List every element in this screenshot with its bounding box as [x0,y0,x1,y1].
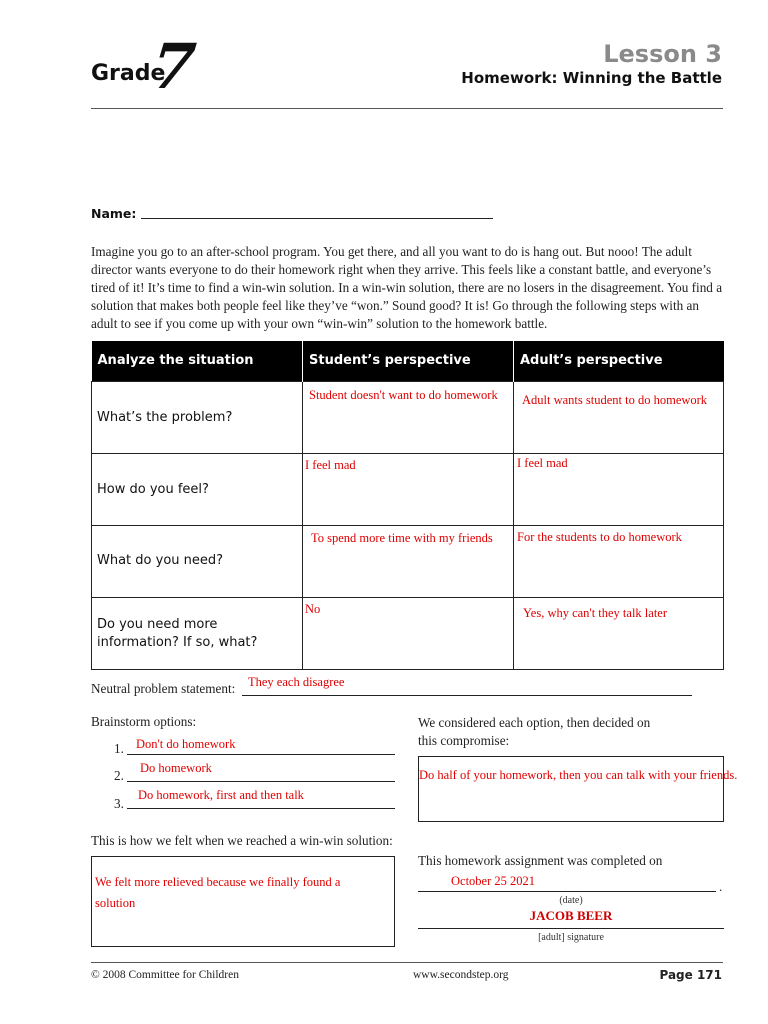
student-answer-cell[interactable] [303,597,514,669]
option-number: 2. [114,768,124,783]
adult-answer-cell[interactable] [514,525,724,597]
intro-paragraph: Imagine you go to an after-school program. You get there, and all you want to do is hang out. But nooo! The adult director wants everyone to do their homework right when they arrive. This feels like a constant battle, and everyone’s tired of it! It’s time to find a win-win solution. In a win-win solution, there are no losers in the disagreement. You find a solution that makes both people feel like they’ve “won.” Sound good? It is! Go through the following steps with an adult to see if you come up with your own “win-win” solution to the homework battle. [91,244,723,331]
table-row [92,525,724,597]
grade-label: Grade [91,61,166,86]
date-caption: (date) [559,895,583,906]
completion-label: This homework assignment was completed on [418,853,663,868]
student-answer-cell[interactable] [303,525,514,597]
table-row [92,453,724,525]
date-period: . [719,879,723,894]
win-win-feeling-answer: We felt more relieved because we finally found a solution [95,875,341,910]
compromise-answer: Do half of your homework, then you can talk with your friends. [419,768,738,782]
column-header-adult: Adult’s perspective [514,341,724,381]
completion-date: October 25 2021 [451,874,536,888]
brainstorm-option-field[interactable] [127,754,395,755]
question-cell [92,525,303,597]
compromise-box[interactable] [418,756,724,822]
column-header-student: Student’s perspective [303,341,514,381]
page-number: Page 171 [659,968,722,982]
neutral-statement-label: Neutral problem statement: [91,681,236,696]
name-field[interactable] [141,218,493,219]
lesson-title: Lesson 3 [603,40,722,68]
adult-answer: Yes, why can't they talk later [523,605,668,620]
name-label: Name: [91,206,137,221]
website: www.secondstep.org [413,969,509,981]
brainstorm-option-field[interactable] [127,808,395,809]
table-row [92,597,724,669]
student-answer-cell[interactable] [303,381,514,453]
question-cell [92,597,303,669]
question-cell [92,381,303,453]
neutral-statement-answer: They each disagree [248,675,345,689]
option-number: 3. [114,796,124,811]
brainstorm-label: Brainstorm options: [91,714,197,729]
adult-answer: Adult wants student to do homework [522,392,708,407]
option-number: 1. [114,741,124,756]
page-title: Homework: Winning the Battle [461,69,722,87]
student-answer: To spend more time with my friends [311,530,493,545]
student-answer: I feel mad [305,457,356,472]
brainstorm-option-field[interactable] [127,781,395,782]
grade-number: 7 [148,30,200,103]
brainstorm-option: Don't do homework [136,737,236,751]
question-cell [92,453,303,525]
question-text: What do you need? [97,552,224,568]
question-text: How do you feel? [97,481,209,497]
copyright: © 2008 Committee for Children [91,969,239,981]
adult-answer: I feel mad [517,455,568,470]
footer-divider [91,962,723,963]
question-text: Do you need more information? If so, what? [97,616,258,650]
win-win-feeling-label: This is how we felt when we reached a win-win solution: [91,833,393,848]
student-answer: Student doesn't want to do homework [309,387,498,402]
adult-signature: JACOB BEER [529,908,613,923]
signature-caption: [adult] signature [538,932,604,943]
compromise-label: We considered each option, then decided on this compromise: [418,715,651,748]
table-row [92,381,724,453]
neutral-statement-field[interactable] [242,695,692,696]
adult-answer-cell[interactable] [514,597,724,669]
adult-answer-cell[interactable] [514,381,724,453]
date-field[interactable] [418,891,716,892]
adult-answer: For the students to do homework [517,529,682,544]
brainstorm-option: Do homework, first and then talk [138,788,304,802]
table-header-row [92,341,724,381]
student-answer-cell[interactable] [303,453,514,525]
student-answer: No [305,601,321,616]
brainstorm-option: Do homework [140,761,212,775]
question-text: What’s the problem? [97,409,233,425]
analysis-table [91,341,724,670]
header-divider [91,108,723,109]
column-header-situation: Analyze the situation [92,341,303,381]
signature-field[interactable] [418,928,724,929]
adult-answer-cell[interactable] [514,453,724,525]
